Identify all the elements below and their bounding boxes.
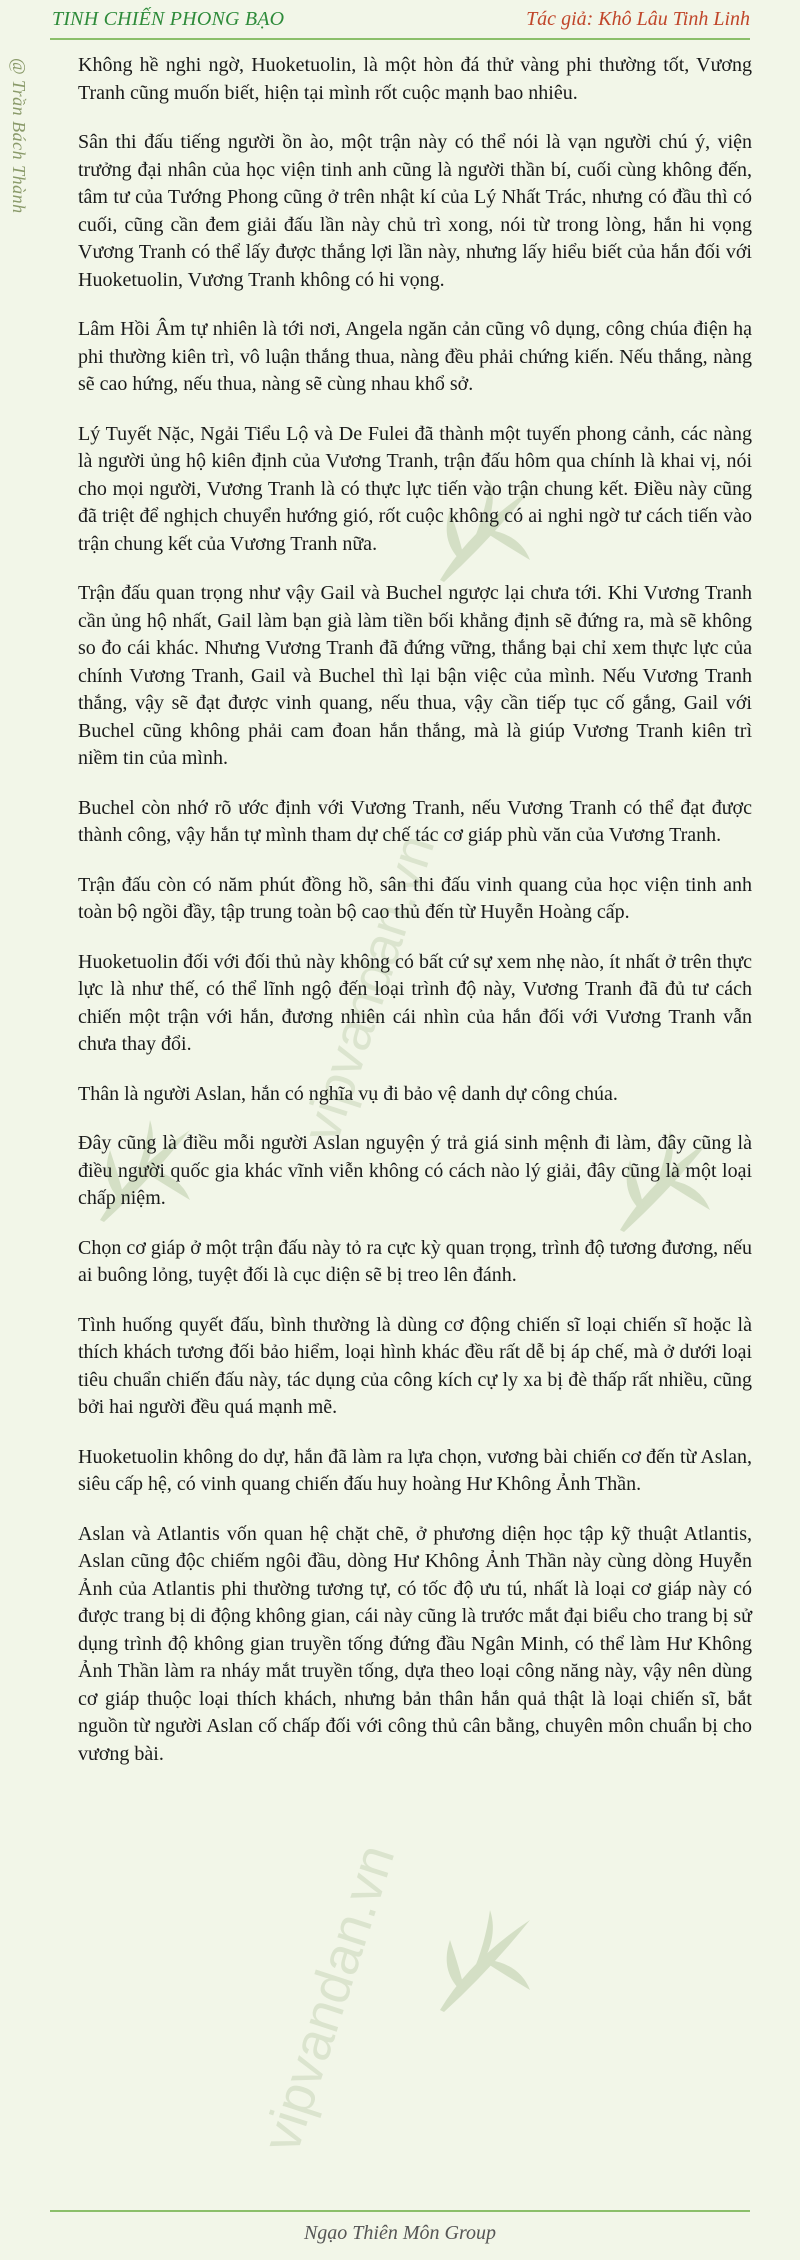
header-divider xyxy=(50,38,750,40)
paragraph: Sân thi đấu tiếng người ồn ào, một trận này có thể nói là vạn người chú ý, viện trưởng đại nhân của học viện tinh anh cũng là người thần bí, cuối cùng không đến, tâm tư của Tướng Phong cũng ở trên nhật kí của Lý Nhất Trác, nhưng có đầu thì có cuối, cũng cần đem giải đấu lần này chủ trì xong, nói từ trong lòng, hắn hi vọng Vương Tranh có thể lấy được thắng lợi lần này, nhưng lấy hiểu biết của hắn đối với Huoketuolin, Vương Tranh không có hi vọng. xyxy=(78,131,752,291)
book-title: TINH CHIẾN PHONG BẠO xyxy=(52,8,285,30)
site-watermark: vipvandan.vn xyxy=(290,827,447,1149)
side-credit: @ Trần Bách Thành xyxy=(9,58,29,214)
bamboo-watermark-icon xyxy=(430,1900,540,2020)
paragraph: Buchel còn nhớ rõ ước định với Vương Tranh, nếu Vương Tranh có thể đạt được thành công, vậy hắn tự mình tham dự chế tác cơ giáp phù văn của Vương Tranh. xyxy=(78,796,752,846)
paragraph: Thân là người Aslan, hắn có nghĩa vụ đi bảo vệ danh dự công chúa. xyxy=(78,1082,618,1105)
paragraph: Lâm Hồi Âm tự nhiên là tới nơi, Angela ngăn cản cũng vô dụng, công chúa điện hạ phi thường kiên trì, vô luận thắng thua, nàng đều phải chứng kiến. Nếu thắng, nàng sẽ cao hứng, nếu thua, nàng sẽ cùng nhau khổ sở. xyxy=(78,318,752,395)
site-watermark: vipvandan.vn xyxy=(250,1837,407,2159)
footer-divider xyxy=(50,2210,750,2212)
paragraph: Huoketuolin đối với đối thủ này không có bất cứ sự xem nhẹ nào, ít nhất ở trên thực lực là như thế, có thể lĩnh ngộ đến loại trình độ này, Vương Tranh đã đủ tư cách chiến một trận với hắn, đương nhiên cái nhìn của hắn đối với Vương Tranh vẫn chưa thay đổi. xyxy=(78,950,752,1055)
page-header xyxy=(0,0,800,40)
paragraph: Huoketuolin không do dự, hắn đã làm ra lựa chọn, vương bài chiến cơ đến từ Aslan, siêu cấp hệ, có vinh quang chiến đấu huy hoàng Hư Không Ảnh Thần. xyxy=(78,1445,752,1495)
paragraph: Đây cũng là điều mỗi người Aslan nguyện ý trả giá sinh mệnh đi làm, đây cũng là điều người quốc gia khác vĩnh viễn không có cách nào lý giải, đây cũng là một loại chấp niệm. xyxy=(78,1132,752,1209)
paragraph: Chọn cơ giáp ở một trận đấu này tỏ ra cực kỳ quan trọng, trình độ tương đương, nếu ai buông lỏng, tuyệt đối là cục diện sẽ bị treo lên đánh. xyxy=(78,1236,752,1286)
author-credit: Tác giả: Khô Lâu Tinh Linh xyxy=(526,8,750,30)
paragraph: Trận đấu còn có năm phút đồng hồ, sân thi đấu vinh quang của học viện tinh anh toàn bộ ngồi đầy, tập trung toàn bộ cao thủ đến từ Huyễn Hoàng cấp. xyxy=(78,873,752,923)
paragraph: Lý Tuyết Nặc, Ngải Tiểu Lộ và De Fulei đã thành một tuyến phong cảnh, các nàng là người ủng hộ kiên định của Vương Tranh, trận đấu hôm qua chính là khai vị, nói cho mọi người, Vương Tranh là có thực lực tiến vào trận chung kết. Điều này cũng đã triệt để nghịch chuyển hướng gió, rốt cuộc không có ai nghi ngờ tư cách tiến vào trận chung kết của Vương Tranh nữa. xyxy=(78,422,752,555)
page-footer: Ngạo Thiên Môn Group xyxy=(303,2222,497,2244)
paragraph: Tình huống quyết đấu, bình thường là dùng cơ động chiến sĩ loại chiến sĩ hoặc là thích khách tương đối bảo hiểm, loại hình khác đều rất dễ bị áp chế, mà ở dưới loại tiêu chuẩn chiến đấu này, tác dụng của công kích cự ly xa bị đè thấp rất nhiều, cũng bởi hai người đều quá mạnh mẽ. xyxy=(78,1313,752,1418)
paragraph: Trận đấu quan trọng như vậy Gail và Buchel ngược lại chưa tới. Khi Vương Tranh cần ủng hộ nhất, Gail làm bạn già làm tiền bối khẳng định sẽ đứng ra, mà sẽ không so đo cái khác. Nhưng Vương Tranh đã đứng vững, thắng bại chỉ xem thực lực của chính Vương Tranh, Gail và Buchel thì lại bận việc của mình. Nếu Vương Tranh thắng, vậy sẽ đạt được vinh quang, nếu thua, vậy cần tiếp tục cố gắng, Gail với Buchel cũng không phải cam đoan hắn thắng, mà là giúp Vương Tranh kiên trì niềm tin của mình. xyxy=(78,582,752,769)
paragraph: Aslan và Atlantis vốn quan hệ chặt chẽ, ở phương diện học tập kỹ thuật Atlantis, Aslan cũng độc chiếm ngôi đầu, dòng Hư Không Ảnh Thần này cùng dòng Huyễn Ảnh của Atlantis phi thường tương tự, có tốc độ ưu tú, nhất là loại cơ giáp này có được trang bị di động không gian, cái này cũng là trước mắt đại biểu cho trang bị sử dụng trình độ không gian truyền tống đứng đầu Ngân Minh, có thể làm Hư Không Ảnh Thần làm ra nháy mắt truyền tống, dựa theo loại công năng này, vậy nên dùng cơ giáp thuộc loại thích khách, nhưng bản thân hắn quả thật là loại chiến sĩ, bắt nguồn từ người Aslan cố chấp đối với công thủ cân bằng, chuyên môn chuẩn bị cho vương bài. xyxy=(78,1522,752,1765)
chapter-body xyxy=(78,52,752,1790)
paragraph: Không hề nghi ngờ, Huoketuolin, là một hòn đá thử vàng phi thường tốt, Vương Tranh cũng muốn biết, hiện tại mình rốt cuộc mạnh bao nhiêu. xyxy=(78,54,752,104)
